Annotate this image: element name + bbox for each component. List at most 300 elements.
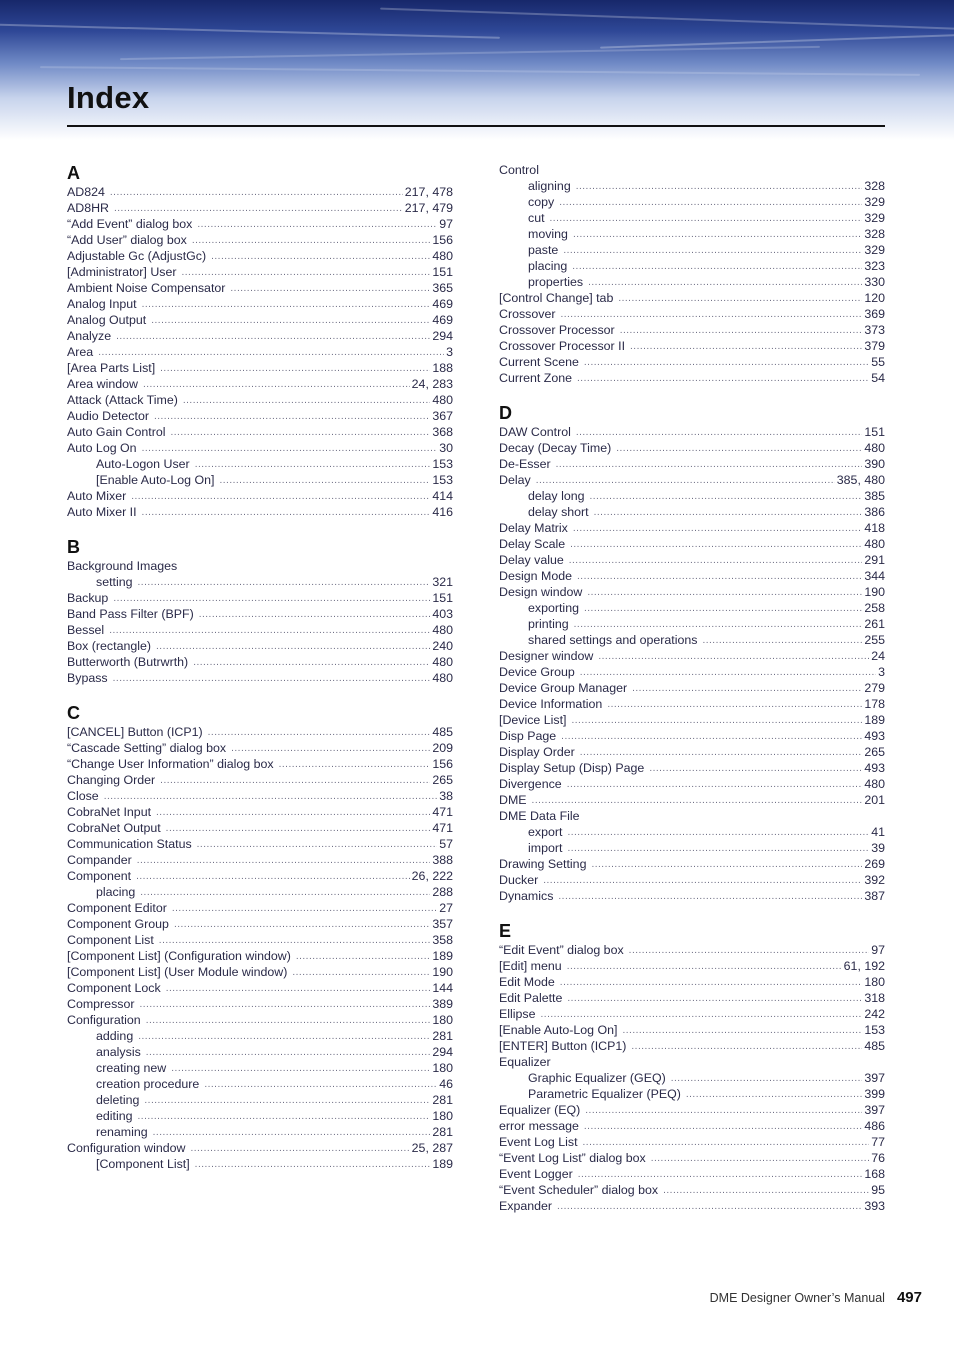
index-subentry: [67, 1044, 453, 1060]
dot-leader: [166, 822, 431, 836]
dot-leader: [560, 976, 863, 990]
entry-label: “Edit Event” dialog box: [499, 943, 624, 957]
index-entry: [499, 370, 885, 386]
entry-label: Drawing Setting: [499, 857, 587, 871]
index-entry: [499, 306, 885, 322]
entry-label: [CANCEL] Button (ICP1): [67, 725, 203, 739]
entry-label: Edit Palette: [499, 991, 563, 1005]
index-subentry: [499, 616, 885, 632]
entry-label: Area: [67, 345, 94, 359]
dot-leader: [160, 362, 430, 376]
entry-label: copy: [528, 195, 555, 209]
dot-leader: [571, 714, 862, 728]
dot-leader: [532, 794, 863, 808]
dot-leader: [550, 212, 863, 226]
index-subentry: [67, 1076, 453, 1092]
entry-page: 416: [432, 505, 453, 519]
dot-leader: [204, 1078, 437, 1092]
index-entry: [67, 200, 453, 216]
entry-page: 41: [871, 825, 885, 839]
index-entry: [499, 808, 885, 824]
dot-leader: [174, 918, 430, 932]
entry-page: 153: [432, 473, 453, 487]
entry-page: 77: [871, 1135, 885, 1149]
entry-page: 25, 287: [411, 1141, 453, 1155]
entry-label: Auto-Logon User: [96, 457, 190, 471]
index-entry: [67, 852, 453, 868]
entry-page: 265: [864, 745, 885, 759]
index-entry: [499, 1054, 885, 1070]
dot-leader: [110, 186, 403, 200]
dot-leader: [623, 1024, 863, 1038]
index-entry: [499, 338, 885, 354]
index-entry: [499, 1182, 885, 1198]
dot-leader: [109, 624, 430, 638]
dot-leader: [567, 778, 863, 792]
entry-label: Bypass: [67, 671, 108, 685]
index-entry: [67, 868, 453, 884]
index-entry: [67, 232, 453, 248]
index-entry: [67, 440, 453, 456]
section-letter: A: [67, 163, 80, 183]
entry-label: Delay Matrix: [499, 521, 568, 535]
entry-label: Device Group: [499, 665, 575, 679]
dot-leader: [140, 886, 430, 900]
section-letter: E: [499, 921, 512, 941]
dot-leader: [113, 592, 430, 606]
entry-label: [Control Change] tab: [499, 291, 614, 305]
entry-page: 329: [864, 211, 885, 225]
entry-page: 24: [871, 649, 885, 663]
dot-leader: [154, 410, 430, 424]
entry-label: delay long: [528, 489, 585, 503]
entry-label: Graphic Equalizer (GEQ): [528, 1071, 666, 1085]
index-entry: [67, 804, 453, 820]
dot-leader: [171, 1062, 430, 1076]
entry-label: “Cascade Setting” dialog box: [67, 741, 227, 755]
entry-label: Background Images: [67, 559, 178, 573]
index-entry: [499, 712, 885, 728]
index-subentry: [67, 1060, 453, 1076]
entry-page: 26, 222: [411, 869, 453, 883]
entry-page: 373: [864, 323, 885, 337]
dot-leader: [279, 758, 431, 772]
dot-leader: [580, 666, 876, 680]
entry-page: 485: [864, 1039, 885, 1053]
index-entry: [499, 1150, 885, 1166]
entry-page: 39: [871, 841, 885, 855]
entry-page: 61, 192: [843, 959, 885, 973]
dot-leader: [192, 234, 430, 248]
dot-leader: [160, 774, 430, 788]
entry-page: 144: [432, 981, 453, 995]
entry-page: 358: [432, 933, 453, 947]
index-entry: [67, 424, 453, 440]
entry-page: 156: [432, 233, 453, 247]
entry-page: 46: [439, 1077, 453, 1091]
entry-page: 153: [432, 457, 453, 471]
entry-label: [Edit] menu: [499, 959, 562, 973]
entry-page: 38: [439, 789, 453, 803]
index-entry: [499, 856, 885, 872]
entry-label: Auto Log On: [67, 441, 137, 455]
index-entry: [67, 916, 453, 932]
dot-leader: [649, 762, 862, 776]
index-entry: [67, 408, 453, 424]
dot-leader: [574, 618, 863, 632]
section-letter: C: [67, 703, 80, 723]
index-entry: [67, 638, 453, 654]
entry-page: 397: [864, 1071, 885, 1085]
entry-page: 328: [864, 179, 885, 193]
index-subentry: [499, 824, 885, 840]
entry-label: error message: [499, 1119, 579, 1133]
dot-leader: [156, 806, 430, 820]
index-entry: [67, 820, 453, 836]
index-entry: [499, 792, 885, 808]
index-entry: [67, 606, 453, 622]
dot-leader: [584, 602, 862, 616]
dot-leader: [171, 426, 431, 440]
entry-page: 201: [864, 793, 885, 807]
entry-page: 486: [864, 1119, 885, 1133]
entry-label: Current Scene: [499, 355, 579, 369]
index-subentry: [67, 1092, 453, 1108]
entry-label: Component: [67, 869, 132, 883]
dot-leader: [172, 902, 437, 916]
dot-leader: [296, 950, 430, 964]
entry-page: 294: [432, 1045, 453, 1059]
index-entry: [499, 536, 885, 552]
entry-page: 357: [432, 917, 453, 931]
dot-leader: [616, 442, 862, 456]
dot-leader: [588, 276, 862, 290]
index-entry: [67, 980, 453, 996]
entry-page: 367: [432, 409, 453, 423]
entry-label: Current Zone: [499, 371, 573, 385]
index-entry: [67, 1012, 453, 1028]
entry-label: properties: [528, 275, 584, 289]
index-entry: [499, 1118, 885, 1134]
index-entry: [499, 472, 885, 488]
entry-page: 344: [864, 569, 885, 583]
entry-page: 389: [432, 997, 453, 1011]
index-subentry: [499, 274, 885, 290]
entry-label: moving: [528, 227, 568, 241]
entry-page: 323: [864, 259, 885, 273]
dot-leader: [199, 608, 431, 622]
dot-leader: [618, 292, 862, 306]
entry-label: Equalizer: [499, 1055, 551, 1069]
entry-label: De-Esser: [499, 457, 551, 471]
entry-label: setting: [96, 575, 133, 589]
dot-leader: [598, 650, 869, 664]
dot-leader: [138, 576, 431, 590]
entry-page: 217, 479: [404, 201, 453, 215]
index-entry: [67, 654, 453, 670]
entry-page: 321: [432, 575, 453, 589]
index-subentry: [499, 600, 885, 616]
entry-page: 480: [432, 393, 453, 407]
entry-page: 369: [864, 307, 885, 321]
entry-page: 330: [864, 275, 885, 289]
entry-page: 386: [864, 505, 885, 519]
entry-page: 471: [432, 821, 453, 835]
entry-label: Expander: [499, 1199, 553, 1213]
entry-page: 393: [864, 1199, 885, 1213]
index-entry: [499, 424, 885, 440]
entry-page: 189: [432, 949, 453, 963]
entry-page: 397: [864, 1103, 885, 1117]
entry-label: Analog Output: [67, 313, 147, 327]
dot-leader: [560, 308, 862, 322]
entry-label: Communication Status: [67, 837, 192, 851]
dot-leader: [197, 218, 437, 232]
dot-leader: [702, 634, 862, 648]
dot-leader: [686, 1088, 862, 1102]
index-subentry: [499, 178, 885, 194]
entry-page: 209: [432, 741, 453, 755]
index-subentry: [67, 884, 453, 900]
entry-page: 328: [864, 227, 885, 241]
dot-leader: [563, 244, 862, 258]
dot-leader: [584, 356, 869, 370]
entry-label: Close: [67, 789, 99, 803]
entry-label: exporting: [528, 601, 579, 615]
entry-page: 329: [864, 195, 885, 209]
entry-label: “Event Log List” dialog box: [499, 1151, 646, 1165]
dot-leader: [671, 1072, 863, 1086]
index-entry: [499, 664, 885, 680]
index-entry: [499, 760, 885, 776]
dot-leader: [577, 570, 862, 584]
index-entry: [67, 836, 453, 852]
dot-leader: [193, 656, 430, 670]
index-subentry: [499, 488, 885, 504]
index-entry: [499, 958, 885, 974]
dot-leader: [556, 458, 863, 472]
dot-leader: [98, 346, 444, 360]
entry-label: [Component List] (Configuration window): [67, 949, 291, 963]
entry-label: Area window: [67, 377, 138, 391]
index-entry: [67, 740, 453, 756]
entry-page: 480: [864, 441, 885, 455]
entry-label: Ellipse: [499, 1007, 536, 1021]
dot-leader: [557, 1200, 862, 1214]
entry-page: 269: [864, 857, 885, 871]
index-section: [499, 162, 885, 386]
entry-label: Box (rectangle): [67, 639, 152, 653]
dot-leader: [211, 250, 430, 264]
index-column-right: [499, 162, 885, 1230]
index-entry: [499, 744, 885, 760]
index-entry: [499, 584, 885, 600]
entry-label: [Device List]: [499, 713, 567, 727]
entry-page: 95: [871, 1183, 885, 1197]
entry-label: Decay (Decay Time): [499, 441, 612, 455]
entry-label: placing: [528, 259, 568, 273]
index-entry: [499, 776, 885, 792]
index-subentry: [499, 194, 885, 210]
dot-leader: [292, 966, 430, 980]
entry-page: 242: [864, 1007, 885, 1021]
entry-label: renaming: [96, 1125, 148, 1139]
entry-page: 399: [864, 1087, 885, 1101]
dot-leader: [104, 790, 438, 804]
entry-label: editing: [96, 1109, 133, 1123]
entry-page: 180: [432, 1109, 453, 1123]
entry-page: 240: [432, 639, 453, 653]
entry-label: Design window: [499, 585, 583, 599]
entry-label: DME: [499, 793, 527, 807]
index-subentry: [499, 242, 885, 258]
entry-label: placing: [96, 885, 136, 899]
entry-label: AD8HR: [67, 201, 109, 215]
entry-label: Analog Input: [67, 297, 137, 311]
index-subentry: [499, 226, 885, 242]
entry-page: 76: [871, 1151, 885, 1165]
dot-leader: [663, 1184, 869, 1198]
entry-page: 379: [864, 339, 885, 353]
dot-leader: [567, 826, 869, 840]
entry-page: 97: [871, 943, 885, 957]
index-subentry: [67, 1108, 453, 1124]
entry-label: DME Data File: [499, 809, 580, 823]
index-subentry: [499, 504, 885, 520]
entry-page: 288: [432, 885, 453, 899]
entry-label: paste: [528, 243, 559, 257]
dot-leader: [561, 730, 862, 744]
dot-leader: [142, 442, 438, 456]
index-entry: [499, 974, 885, 990]
entry-label: Bessel: [67, 623, 105, 637]
title-rule: [67, 125, 885, 127]
entry-page: 189: [864, 713, 885, 727]
page-number: 497: [896, 1289, 922, 1306]
entry-label: Changing Order: [67, 773, 156, 787]
index-entry: [499, 1006, 885, 1022]
entry-page: 255: [864, 633, 885, 647]
entry-page: 385: [864, 489, 885, 503]
index-entry: [67, 900, 453, 916]
entry-label: Analyze: [67, 329, 112, 343]
index-entry: [67, 248, 453, 264]
entry-page: 281: [432, 1125, 453, 1139]
dot-leader: [569, 554, 863, 568]
dot-leader: [146, 1046, 431, 1060]
entry-label: creation procedure: [96, 1077, 200, 1091]
entry-label: import: [528, 841, 563, 855]
dot-leader: [142, 298, 431, 312]
index-entry: [499, 440, 885, 456]
entry-label: Crossover: [499, 307, 556, 321]
entry-label: Compressor: [67, 997, 135, 1011]
entry-label: Display Setup (Disp) Page: [499, 761, 645, 775]
entry-label: Parametric Equalizer (PEQ): [528, 1087, 681, 1101]
entry-label: Configuration: [67, 1013, 141, 1027]
entry-page: 469: [432, 313, 453, 327]
dot-leader: [231, 742, 430, 756]
entry-page: 480: [864, 537, 885, 551]
dot-leader: [195, 458, 431, 472]
entry-page: 180: [432, 1013, 453, 1027]
index-entry: [499, 1198, 885, 1214]
index-subentry: [499, 1070, 885, 1086]
entry-page: 279: [864, 681, 885, 695]
entry-label: printing: [528, 617, 569, 631]
index-entry: [499, 520, 885, 536]
dot-leader: [190, 1142, 409, 1156]
entry-page: 151: [432, 591, 453, 605]
entry-label: Adjustable Gc (AdjustGc): [67, 249, 207, 263]
dot-leader: [567, 960, 842, 974]
dot-leader: [208, 726, 431, 740]
entry-page: 57: [439, 837, 453, 851]
dot-leader: [195, 1158, 431, 1172]
entry-page: 151: [432, 265, 453, 279]
entry-page: 265: [432, 773, 453, 787]
dot-leader: [570, 538, 862, 552]
entry-page: 480: [432, 671, 453, 685]
entry-page: 385, 480: [836, 473, 885, 487]
index-subentry: [67, 1028, 453, 1044]
index-entry: [67, 488, 453, 504]
entry-label: Event Log List: [499, 1135, 578, 1149]
index-entry: [67, 756, 453, 772]
dot-leader: [584, 1120, 862, 1134]
dot-leader: [583, 1136, 870, 1150]
index-entry: [67, 360, 453, 376]
entry-page: 365: [432, 281, 453, 295]
dot-leader: [541, 1008, 863, 1022]
index-entry: [499, 872, 885, 888]
dot-leader: [559, 196, 862, 210]
entry-page: 329: [864, 243, 885, 257]
entry-label: adding: [96, 1029, 134, 1043]
dot-leader: [576, 426, 862, 440]
entry-label: “Change User Information” dialog box: [67, 757, 274, 771]
entry-label: Component List: [67, 933, 154, 947]
index-entry: [67, 392, 453, 408]
dot-leader: [142, 506, 431, 520]
dot-leader: [131, 490, 430, 504]
index-entry: [67, 996, 453, 1012]
entry-page: 189: [432, 1157, 453, 1171]
entry-label: Backup: [67, 591, 109, 605]
entry-page: 471: [432, 805, 453, 819]
index-subentry: [499, 258, 885, 274]
index-subentry: [67, 456, 453, 472]
entry-page: 30: [439, 441, 453, 455]
entry-label: Delay Scale: [499, 537, 566, 551]
entry-label: Crossover Processor II: [499, 339, 626, 353]
entry-page: 485: [432, 725, 453, 739]
entry-page: 388: [432, 853, 453, 867]
index-entry: [499, 290, 885, 306]
dot-leader: [156, 640, 430, 654]
header-banner: [0, 0, 954, 140]
index-subentry: [499, 632, 885, 648]
dot-leader: [620, 324, 863, 338]
entry-page: 261: [864, 617, 885, 631]
index-entry: [499, 1166, 885, 1182]
index-entry: [67, 184, 453, 200]
dot-leader: [220, 474, 431, 488]
dot-leader: [230, 282, 430, 296]
entry-label: Butterworth (Butrwrth): [67, 655, 189, 669]
dot-leader: [573, 522, 862, 536]
entry-page: 291: [864, 553, 885, 567]
